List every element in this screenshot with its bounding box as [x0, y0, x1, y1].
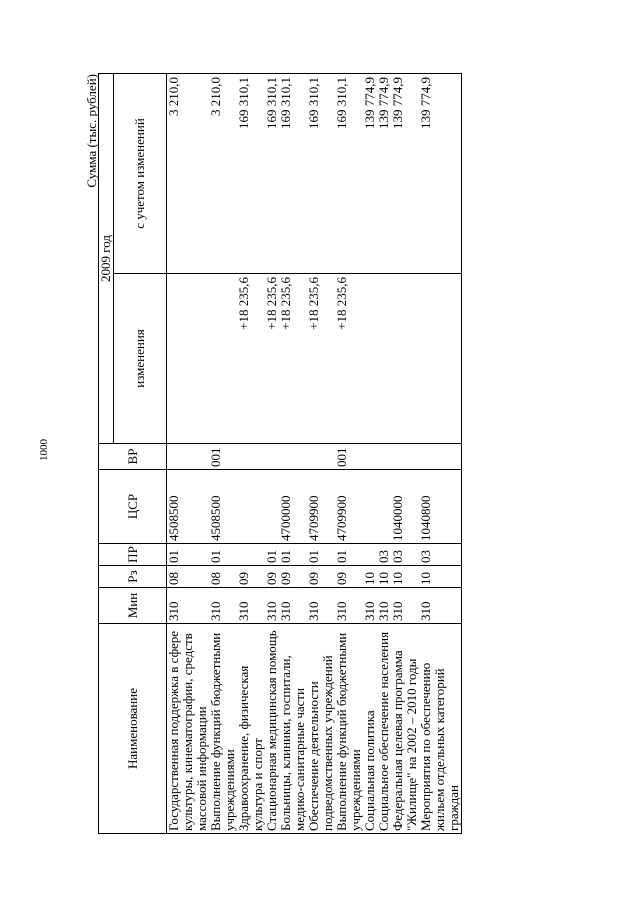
table-row [307, 74, 335, 834]
row-change [419, 274, 462, 444]
row-vr [307, 444, 335, 470]
row-min: 310 [265, 588, 279, 624]
row-total: 169 310,1 [307, 74, 335, 274]
row-total: 169 310,1 [237, 74, 265, 274]
row-vr: 001 [335, 444, 363, 470]
row-pr: 03 [391, 544, 419, 566]
row-rz: 09 [335, 566, 363, 588]
row-csr [363, 470, 377, 544]
row-rz: 09 [237, 566, 265, 588]
row-name: Здравоохранение, физическая культура и спорт [237, 624, 265, 834]
row-vr [265, 444, 279, 470]
row-min: 310 [237, 588, 265, 624]
row-name: Социальная политика [363, 624, 377, 834]
row-csr: 4709900 [335, 470, 363, 544]
row-vr [279, 444, 307, 470]
row-csr [265, 470, 279, 544]
header-year: 2009 год [99, 74, 114, 444]
row-name: Социальное обеспечение населения [377, 624, 391, 834]
header-csr: ЦСР [99, 470, 167, 544]
row-change: +18 235,6 [307, 274, 335, 444]
row-change: +18 235,6 [279, 274, 307, 444]
row-pr [363, 544, 377, 566]
header-pr: ПР [99, 544, 167, 566]
row-rz: 08 [167, 566, 210, 588]
row-total: 169 310,1 [335, 74, 363, 274]
row-min: 310 [167, 588, 210, 624]
row-rz: 09 [307, 566, 335, 588]
row-pr: 01 [279, 544, 307, 566]
table-row [265, 74, 279, 834]
page-number: 1000 [38, 439, 50, 461]
row-csr [237, 470, 265, 544]
row-rz: 09 [265, 566, 279, 588]
row-csr: 4709900 [307, 470, 335, 544]
row-change: +18 235,6 [237, 274, 265, 444]
row-name: Государственная поддержка в сфере культуры, кинематографии, средств массовой информации [167, 624, 210, 834]
table-row [419, 74, 462, 834]
row-min: 310 [209, 588, 237, 624]
budget-document [84, 74, 461, 834]
row-change [377, 274, 391, 444]
header-with-changes: с учетом изменений [114, 74, 167, 274]
row-name: Выполнение функций бюджетными учреждениями [209, 624, 237, 834]
row-min: 310 [279, 588, 307, 624]
row-change [167, 274, 210, 444]
row-total: 3 210,0 [209, 74, 237, 274]
row-pr: 01 [167, 544, 210, 566]
row-total: 139 774,9 [419, 74, 462, 274]
row-pr: 01 [265, 544, 279, 566]
header-changes: изменения [114, 274, 167, 444]
row-total: 169 310,1 [265, 74, 279, 274]
row-vr [377, 444, 391, 470]
row-change [363, 274, 377, 444]
row-name: Федеральная целевая программа "Жилище" на 2002 – 2010 годы [391, 624, 419, 834]
table-body [167, 74, 462, 834]
row-pr [237, 544, 265, 566]
table-row [209, 74, 237, 834]
row-rz: 10 [419, 566, 462, 588]
row-min: 310 [419, 588, 462, 624]
row-name: Обеспечение деятельности подведомственных учреждений [307, 624, 335, 834]
row-csr: 4508500 [167, 470, 210, 544]
row-total: 139 774,9 [391, 74, 419, 274]
row-total: 169 310,1 [279, 74, 307, 274]
table-row [377, 74, 391, 834]
row-vr [419, 444, 462, 470]
table-row [167, 74, 210, 834]
row-name: Мероприятия по обеспечению жильем отдельных категорий граждан [419, 624, 462, 834]
row-change [391, 274, 419, 444]
table-row [335, 74, 363, 834]
header-vr: ВР [99, 444, 167, 470]
row-csr [377, 470, 391, 544]
row-pr: 01 [209, 544, 237, 566]
header-name: Наименование [99, 624, 167, 834]
table-row [363, 74, 377, 834]
row-change [209, 274, 237, 444]
unit-caption: Сумма (тыс. рублей) [84, 74, 99, 188]
table-row [237, 74, 265, 834]
row-rz: 08 [209, 566, 237, 588]
row-vr [391, 444, 419, 470]
row-pr: 03 [419, 544, 462, 566]
row-vr [167, 444, 210, 470]
row-csr: 1040800 [419, 470, 462, 544]
row-vr: 001 [209, 444, 237, 470]
table-row [391, 74, 419, 834]
row-rz: 10 [363, 566, 377, 588]
row-min: 310 [335, 588, 363, 624]
header-min: Мин [99, 588, 167, 624]
row-name: Выполнение функций бюджетными учреждениями [335, 624, 363, 834]
row-change: +18 235,6 [265, 274, 279, 444]
row-min: 310 [363, 588, 377, 624]
row-rz: 10 [391, 566, 419, 588]
row-csr: 4508500 [209, 470, 237, 544]
row-min: 310 [391, 588, 419, 624]
row-csr: 4700000 [279, 470, 307, 544]
row-pr: 03 [377, 544, 391, 566]
row-name: Стационарная медицинская помощь [265, 624, 279, 834]
row-total: 139 774,9 [363, 74, 377, 274]
row-total: 3 210,0 [167, 74, 210, 274]
budget-table [98, 73, 462, 834]
row-pr: 01 [307, 544, 335, 566]
row-name: Больницы, клиники, госпитали, медико-санитарные части [279, 624, 307, 834]
rotated-page [84, 74, 461, 834]
row-total: 139 774,9 [377, 74, 391, 274]
row-rz: 10 [377, 566, 391, 588]
row-vr [363, 444, 377, 470]
row-min: 310 [307, 588, 335, 624]
row-pr: 01 [335, 544, 363, 566]
row-vr [237, 444, 265, 470]
header-rz: Рз [99, 566, 167, 588]
row-change: +18 235,6 [335, 274, 363, 444]
row-csr: 1040000 [391, 470, 419, 544]
row-rz: 09 [279, 566, 307, 588]
row-min: 310 [377, 588, 391, 624]
table-row [279, 74, 307, 834]
